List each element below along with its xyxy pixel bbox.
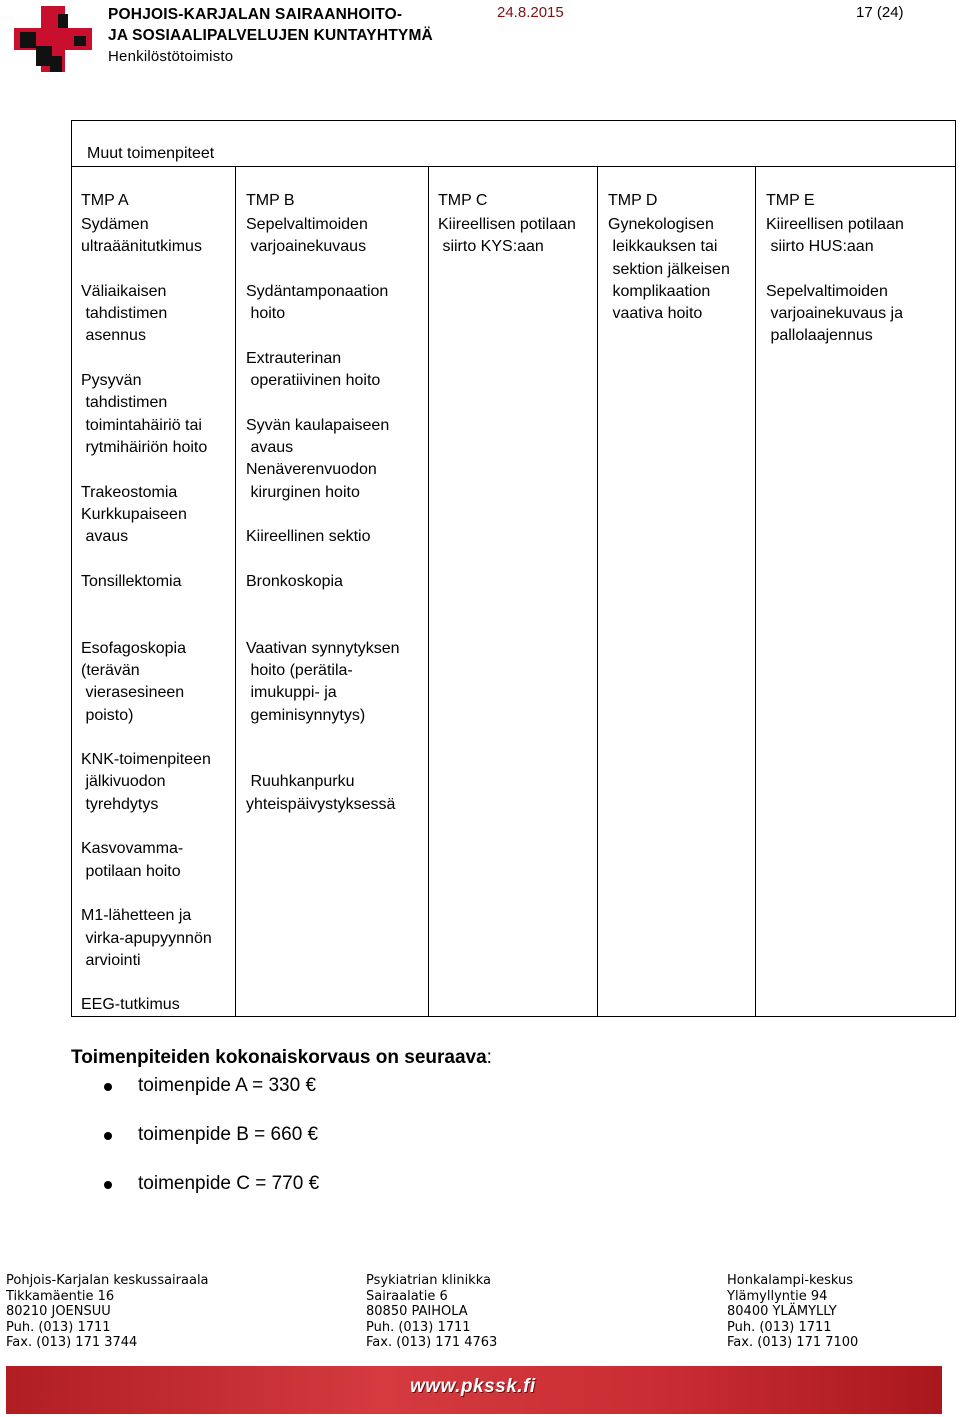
compensation-list [104, 1072, 319, 1219]
org-line-2: JA SOSIAALIPALVELUJEN KUNTAYHTYMÄ [108, 27, 433, 44]
summary-heading [71, 1047, 492, 1069]
organization-logo [14, 6, 92, 72]
bullet-icon [104, 1132, 112, 1140]
address-block-keskussairaala [6, 1273, 209, 1351]
address-phone: Puh. (013) 1711 [366, 1319, 471, 1335]
organization-name [108, 4, 433, 67]
column-header-tmp-e: TMP E [766, 192, 815, 209]
address-fax: Fax. (013) 171 3744 [6, 1335, 138, 1351]
column-items-tmp-e: Kiireellisen potilaan siirto HUS:aan Sepelvaltimoiden varjoainekuvaus ja pallolaajennus [766, 216, 904, 345]
list-item [104, 1121, 319, 1170]
page-number: 17 (24) [856, 4, 904, 21]
address-phone: Puh. (013) 1711 [6, 1319, 111, 1335]
address-postal: 80850 PAIHOLA [366, 1304, 468, 1320]
list-item [104, 1072, 319, 1121]
address-street: Tikkamäentie 16 [6, 1288, 115, 1304]
address-name: Psykiatrian klinikka [366, 1273, 491, 1288]
column-header-tmp-d: TMP D [608, 192, 658, 209]
column-divider [428, 166, 429, 1017]
department-name: Henkilöstötoimisto [108, 48, 234, 65]
address-postal: 80210 JOENSUU [6, 1304, 111, 1320]
address-street: Sairaalatie 6 [366, 1288, 448, 1304]
column-header-tmp-c: TMP C [438, 192, 488, 209]
address-postal: 80400 YLÄMYLLY [727, 1304, 837, 1320]
summary-heading-colon: : [486, 1047, 492, 1068]
column-divider [755, 166, 756, 1017]
address-name: Honkalampi-keskus [727, 1273, 854, 1288]
column-items-tmp-d: Gynekologisen leikkauksen tai sektion jälkeisen komplikaation vaativa hoito [608, 216, 730, 323]
column-divider [235, 166, 236, 1017]
table-title: Muut toimenpiteet [87, 145, 215, 162]
column-items-tmp-c: Kiireellisen potilaan siirto KYS:aan [438, 216, 576, 256]
compensation-b: toimenpide B = 660 € [138, 1124, 319, 1145]
address-fax: Fax. (013) 171 7100 [727, 1335, 859, 1351]
bullet-icon [104, 1083, 112, 1091]
column-items-tmp-a: Sydämen ultraäänitutkimus Väliaikaisen tahdistimen asennus Pysyvän tahdistimen toimintahäiriö tai rytmihäiriön hoito Trakeostomia Kurkkupaiseen avaus Tonsillektomia Esofagoskopia (terävän vierasesineen poisto) KNK-toimenpiteen jälkivuodon tyrehdytys Kasvovamma- potilaan hoito M1-lähetteen ja virka-apupyynnön arviointi EEG-tutkimus [81, 216, 212, 1014]
document-date: 24.8.2015 [497, 4, 564, 21]
column-divider [597, 166, 598, 1017]
column-header-tmp-a: TMP A [81, 192, 129, 209]
bullet-icon [104, 1181, 112, 1189]
table-title-divider [71, 166, 956, 167]
compensation-c: toimenpide C = 770 € [138, 1173, 320, 1194]
address-block-honkalampi [727, 1273, 858, 1351]
address-street: Ylämyllyntie 94 [727, 1288, 828, 1304]
address-fax: Fax. (013) 171 4763 [366, 1335, 498, 1351]
column-items-tmp-b: Sepelvaltimoiden varjoainekuvaus Sydäntamponaation hoito Extrauterinan operatiivinen hoito Syvän kaulapaiseen avaus Nenäverenvuodon kirurginen hoito Kiireellinen sektio Bronkoskopia Vaativan synnytyksen hoito (perätila- imukuppi- ja geminisynnytys) Ruuhkanpurku yhteispäivystyksessä [246, 216, 400, 813]
summary-heading-text: Toimenpiteiden kokonaiskorvaus on seuraava [71, 1047, 487, 1068]
list-item [104, 1170, 319, 1219]
address-phone: Puh. (013) 1711 [727, 1319, 832, 1335]
address-block-psykiatria [366, 1273, 497, 1351]
org-line-1: POHJOIS-KARJALAN SAIRAANHOITO- [108, 6, 403, 23]
compensation-a: toimenpide A = 330 € [138, 1075, 317, 1096]
address-name: Pohjois-Karjalan keskussairaala [6, 1273, 209, 1288]
column-header-tmp-b: TMP B [246, 192, 295, 209]
website-link[interactable]: www.pkssk.fi [410, 1376, 536, 1397]
